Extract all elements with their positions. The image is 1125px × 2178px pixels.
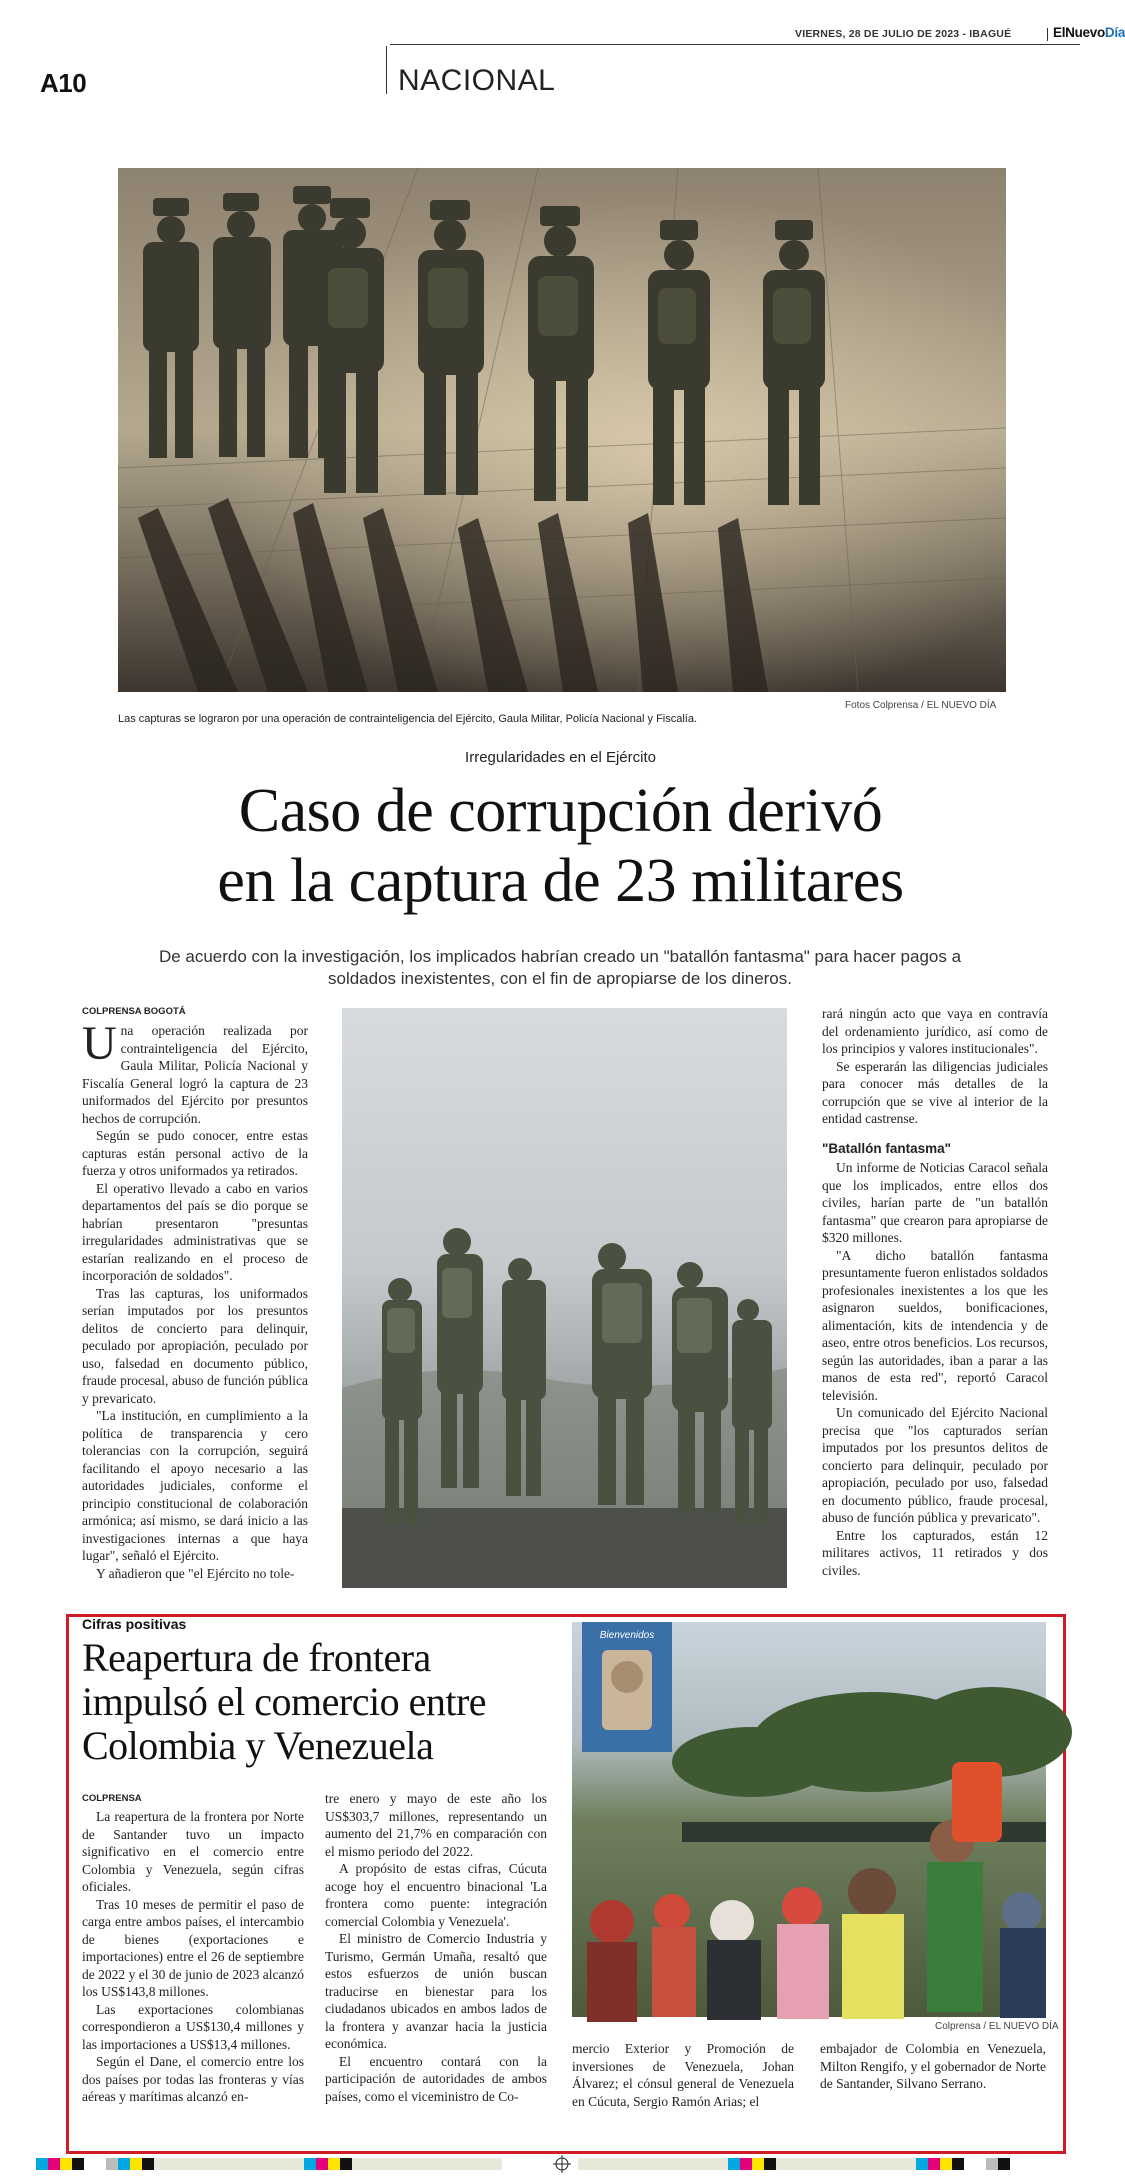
main-subhead: "Batallón fantasma" — [822, 1140, 952, 1156]
border-crowd-illustration — [572, 1622, 1046, 2017]
main-col3-p1: rará ningún acto que vaya en contravía del ordenamiento jurídico, así como de los principios y valores institucionales". — [822, 1006, 1048, 1056]
dropcap: U — [82, 1017, 117, 1070]
main-kicker: Irregularidades en el Ejército — [465, 749, 656, 766]
soldiers-gear-photo — [342, 1008, 787, 1588]
main-headline-line2: en la captura de 23 militares — [217, 847, 904, 915]
header-date: VIERNES, 28 DE JULIO DE 2023 - IBAGUÉ — [795, 28, 1012, 40]
soldiers-illustration — [118, 168, 1006, 692]
brand-logo — [1053, 25, 1125, 40]
print-registration-bar-right — [578, 2158, 1098, 2170]
top-photo-caption: Las capturas se lograron por una operación de contrainteligencia del Ejército, Gaula Militar, Policía Nacional y Fiscalía. — [118, 713, 698, 725]
second-col1-p3: Las exportaciones colombianas correspondieron a US$130,4 millones y las importaciones a US$13,4 millones. — [82, 2001, 304, 2052]
main-byline: COLPRENSA BOGOTÁ — [82, 1006, 186, 1017]
second-article-col2 — [325, 1790, 547, 2105]
second-article-col3 — [572, 2040, 794, 2110]
second-col2-p4: El encuentro contará con la participación de autoridades de ambos países, como el viceministro de Co- — [325, 2053, 547, 2104]
main-article-col1 — [82, 1017, 308, 1582]
page-header — [40, 22, 1125, 102]
print-registration-bar-left — [36, 2158, 556, 2170]
border-crossing-photo — [572, 1622, 1046, 2017]
main-deck: De acuerdo con la investigación, los implicados habrían creado un "batallón fantasma" para hacer pagos a soldados inexistentes, con el fin de apropiarse de los dineros. — [158, 947, 962, 988]
main-col3-p4: "A dicho batallón fantasma presuntamente fueron enlistados soldados profesionales inexistentes a los que les asignaron sueldos, bonificaciones, alimentación, kits de intendencia y de aseo, entre otros beneficios. Los recursos, según las autoridades, iban a parar a las manos de esta red", reportó Caracol televisión. — [822, 1247, 1048, 1403]
brand-logo-el: El — [1053, 25, 1066, 40]
second-article-col1 — [82, 1808, 304, 2106]
main-col3-p5: Un comunicado del Ejército Nacional precisa que "los capturados serían imputados por los presuntos delitos de concierto para delinquir, peculado por apropiación, peculado por uso, falsedad en documento público, fraude procesal, abuso de función pública y prevaricato". — [822, 1405, 1048, 1525]
main-article-col3 — [822, 1005, 1048, 1579]
second-headline-line3: Colombia y Venezuela — [82, 1723, 434, 1768]
section-divider — [386, 46, 387, 94]
soldiers-gear-illustration — [342, 1008, 787, 1588]
header-divider — [1047, 28, 1048, 41]
second-kicker: Cifras positivas — [82, 1616, 187, 1632]
main-col1-p5: "La institución, en cumplimiento a la política de transparencia y cero tolerancias con la corrupción, seguirá facilitando el apoyo necesario a las autoridades judiciales, conforme el principio constitucional de colaboración armónica; así mismo, se dará inicio a las investigaciones internas a que haya lugar", señaló el Ejército. — [82, 1408, 308, 1563]
main-col3-p3: Un informe de Noticias Caracol señala que los implicados, entre ellos dos civiles, harían parte de "un batallón fantasma" que crearon para apropiarse de $320 millones. — [822, 1160, 1048, 1245]
second-col1-p1: La reapertura de la frontera por Norte de Santander tuvo un impacto significativo en el comercio entre Colombia y Venezuela, según cifras oficiales. — [82, 1809, 304, 1894]
second-col2-p2: A propósito de estas cifras, Cúcuta acoge hoy el encuentro binacional 'La frontera como puente: integración comercial Colombia y Venezuela'. — [325, 1861, 547, 1929]
soldiers-lineup-photo — [118, 168, 1006, 692]
second-article-col4 — [820, 2040, 1046, 2093]
second-col3-p1: mercio Exterior y Promoción de inversiones de Venezuela, Johan Álvarez; el cónsul general de Venezuela en Cúcuta, Sergio Ramón Arias; el — [572, 2041, 794, 2109]
second-headline-line2: impulsó el comercio entre — [82, 1679, 487, 1724]
second-col1-p2: Tras 10 meses de permitir el paso de carga entre ambos países, el intercambio de bienes (exportaciones e importaciones) entre el 26 de septiembre de 2022 y el 30 de junio de 2023 alcanzó los US$143,8 millones. — [82, 1896, 304, 1999]
section-title: NACIONAL — [398, 64, 556, 97]
main-col1-p4: Tras las capturas, los uniformados serían imputados por los presuntos delitos de concierto para delinquir, peculado por apropiación, peculado por uso, falsedad en documento público, fraude procesal, abuso de función pública y prevaricato. — [82, 1285, 308, 1406]
welcome-sign — [582, 1622, 672, 1752]
welcome-sign-text: Bienvenidos — [599, 1630, 655, 1641]
main-col1-p2: Según se pudo conocer, entre estas capturas están personal activo de la fuerza y otros uniformados ya retirados. — [82, 1128, 308, 1178]
second-col1-p4: Según el Dane, el comercio entre los dos países por todas las fronteras y vías aéreas y marítimas alcanzó en- — [82, 2054, 304, 2104]
registration-crosshair-icon — [553, 2155, 571, 2173]
main-col1-p1: na operación realizada por contrainteligencia del Ejército, Gaula Militar, Policía Nacional y Fiscalía General logró la captura de 23 uniformados del Ejército por presuntos hechos de corrupción. — [82, 1023, 308, 1126]
second-col4-p1: embajador de Colombia en Venezuela, Milton Rengifo, y el gobernador de Norte de Santander, Silvano Serrano. — [820, 2041, 1046, 2091]
main-col1-p3: El operativo llevado a cabo en varios departamentos del país se dio porque se habrían presentaron "presuntas irregularidades administrativas que se estarían realizando en el proceso de incorporación de soldados". — [82, 1180, 308, 1283]
second-headline-line1: Reapertura de frontera — [82, 1635, 431, 1680]
main-headline — [0, 776, 1121, 916]
border-photo-credit: Colprensa / EL NUEVO DÍA — [935, 2021, 1059, 2032]
header-rule — [390, 44, 1080, 45]
brand-logo-nuevo: Nuevo — [1065, 25, 1105, 40]
main-col1-p6: Y añadieron que "el Ejército no tole- — [96, 1565, 295, 1581]
second-byline: COLPRENSA — [82, 1793, 142, 1804]
main-col3-p2: Se esperarán las diligencias judiciales para conocer más detalles de la corrupción que se vive al interior de la entidad castrense. — [822, 1058, 1048, 1126]
top-photo-credit: Fotos Colprensa / EL NUEVO DÍA — [845, 700, 997, 711]
second-col2-p3: El ministro de Comercio Industria y Turismo, Germán Umaña, resaltó que estos esfuerzos de unión buscan traducirse en bienestar para los ciudadanos ubicados en ambos lados de la frontera y avanzar hacia la justicia económica. — [325, 1931, 547, 2051]
second-col2-p1: tre enero y mayo de este año los US$303,7 millones, representando un aumento del 21,7% en comparación con el mismo periodo del 2022. — [325, 1791, 547, 1859]
main-headline-line1: Caso de corrupción derivó — [238, 777, 883, 845]
brand-logo-dia: Día — [1104, 25, 1125, 40]
second-headline — [82, 1636, 486, 1768]
main-col3-p6: Entre los capturados, están 12 militares activos, 11 retirados y dos civiles. — [822, 1527, 1048, 1578]
page-number: A10 — [40, 68, 87, 98]
